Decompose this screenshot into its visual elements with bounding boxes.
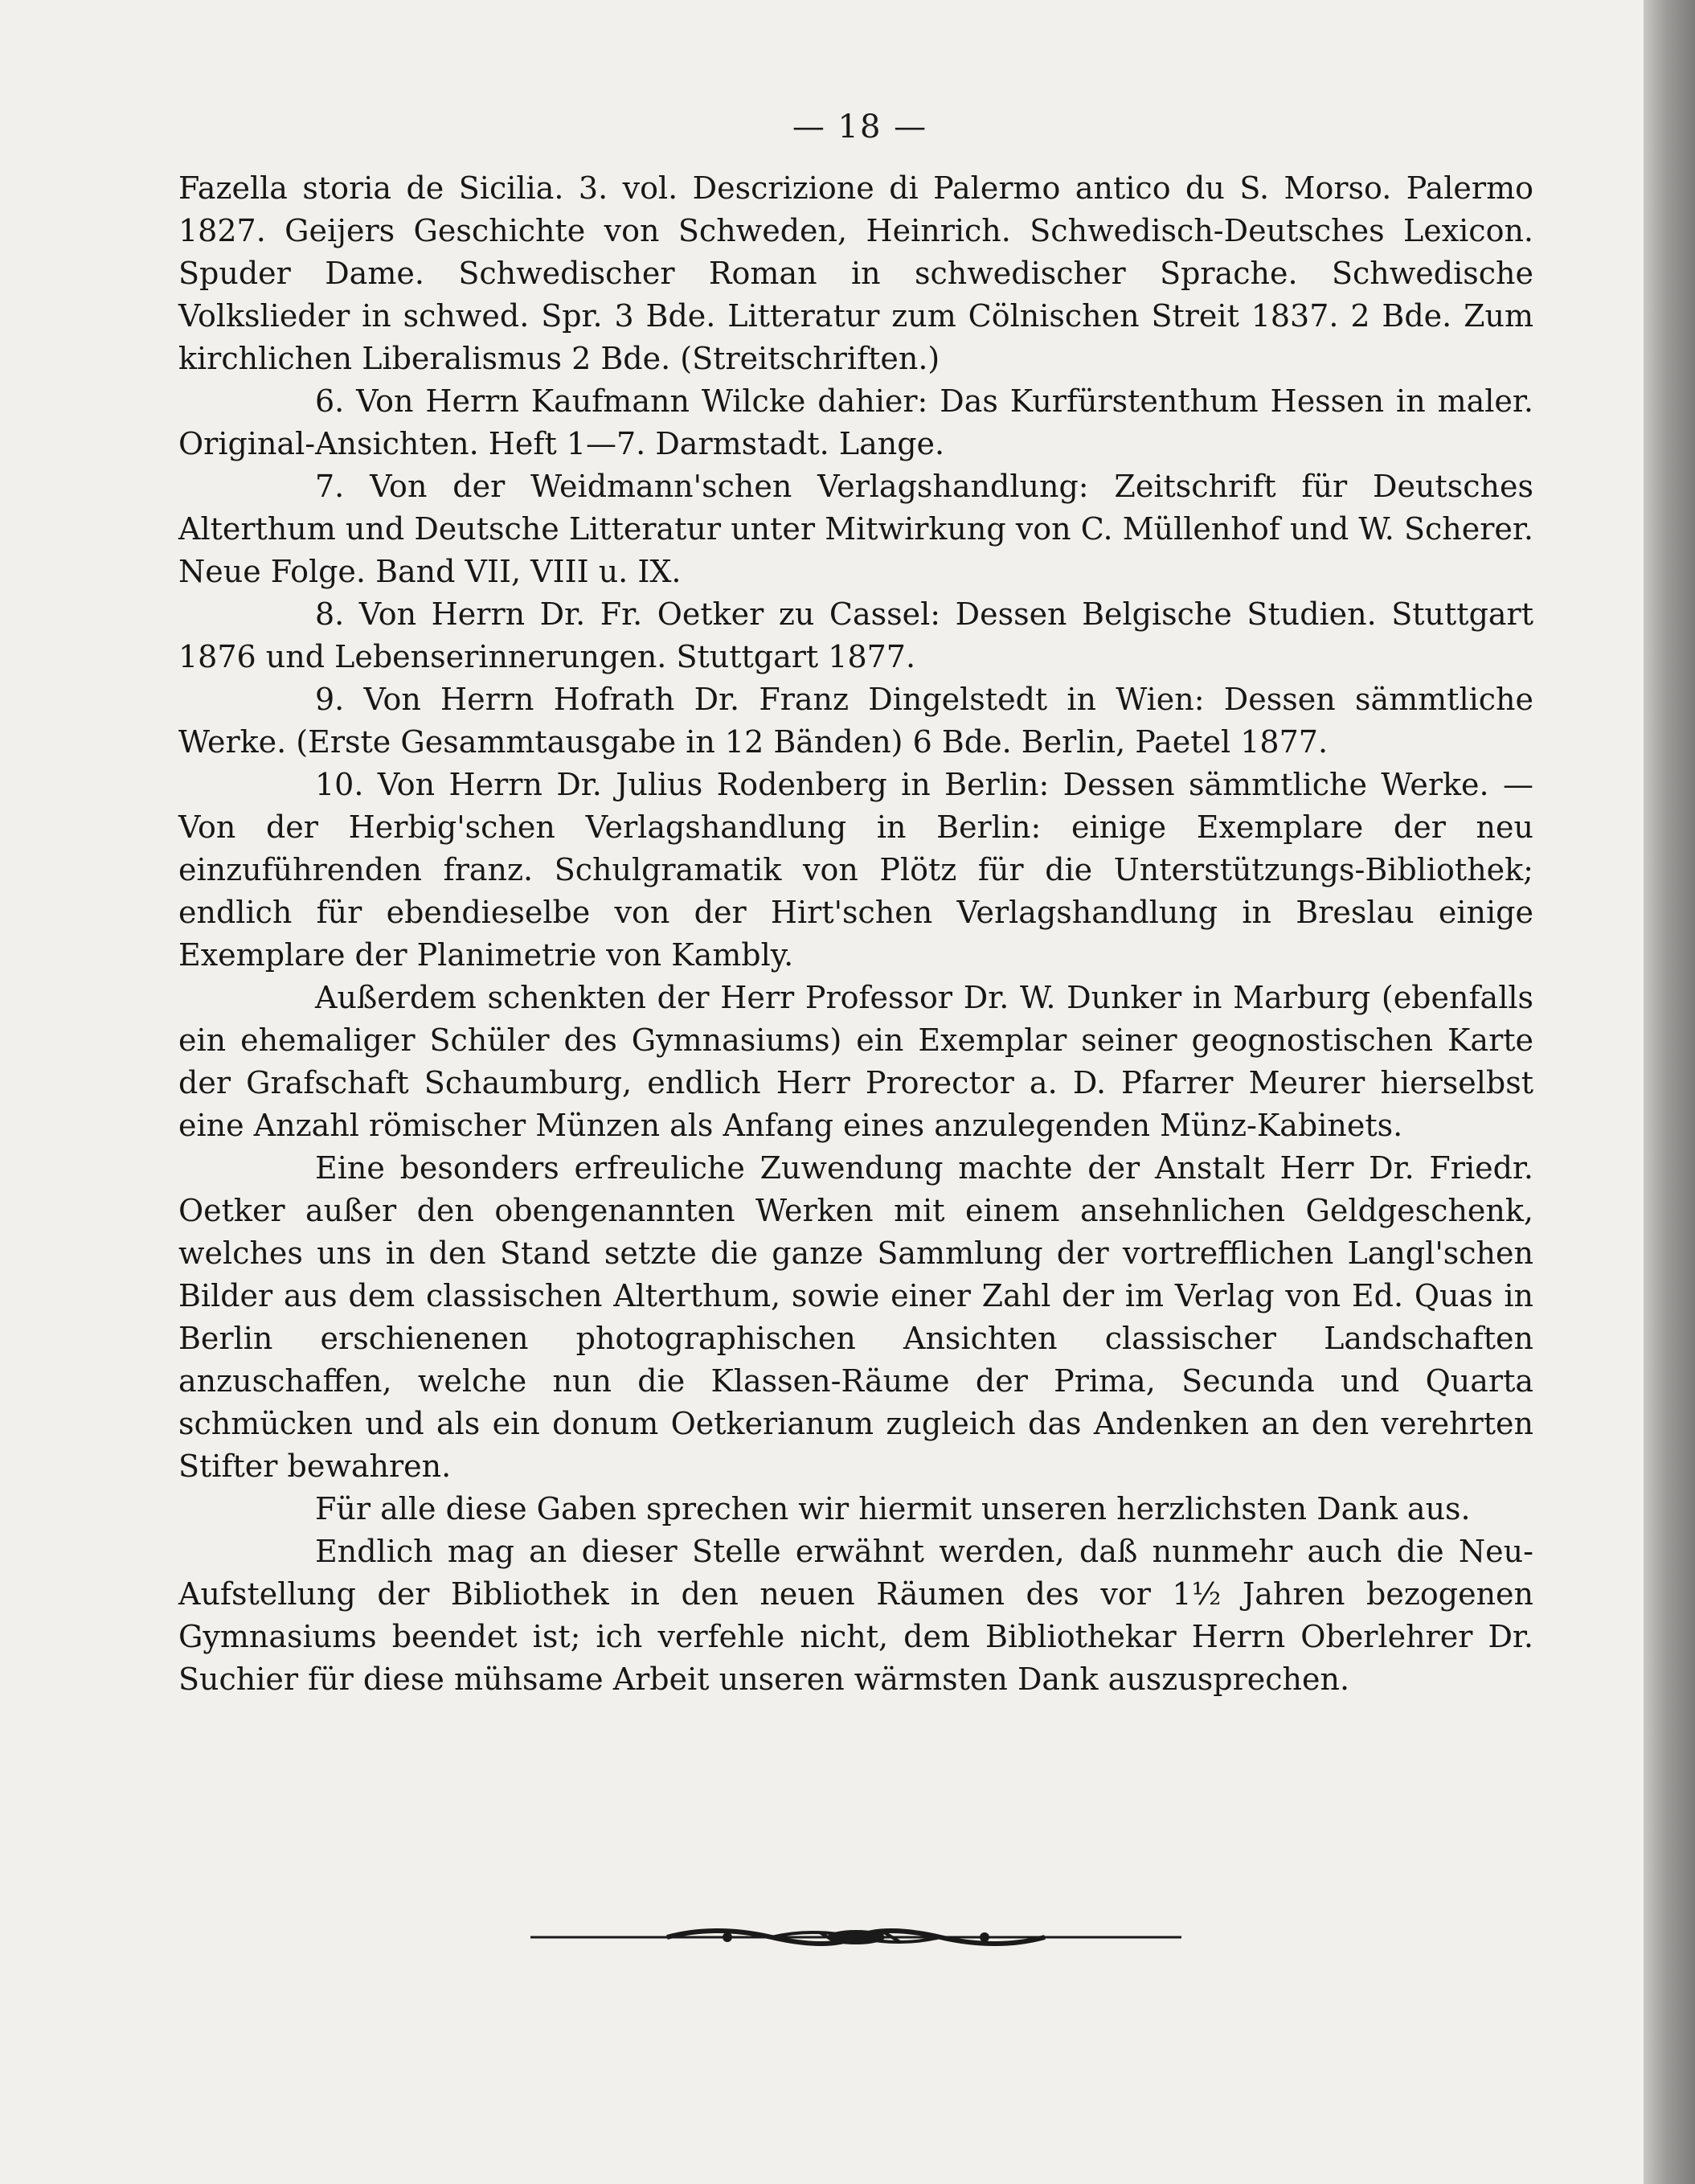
- paragraph-thanks: Für alle diese Gaben sprechen wir hiermit unseren herzlichsten Dank aus.: [315, 1491, 1471, 1526]
- paragraph-item-9: 9. Von Herrn Hofrath Dr. Franz Dingelstedt in Wien: Dessen sämmtliche Werke. (Erste Gesammtausgabe in 12 Bänden) 6 Bde. Berlin, Paetel 1877.: [178, 682, 1533, 760]
- page-number: — 18 —: [792, 109, 928, 145]
- paragraph-library: Endlich mag an dieser Stelle erwähnt werden, daß nunmehr auch die Neu-Aufstellung der Bibliothek in den neuen Räumen des vor 1½ Jahren bezogenen Gymnasiums beendet ist; ich verfehle nicht, dem Bibliothekar Herrn Oberlehrer Dr. Suchier für diese mühsame Arbeit unseren wärmsten Dank auszusprechen.: [178, 1534, 1533, 1697]
- paragraph-item-10: 10. Von Herrn Dr. Julius Rodenberg in Berlin: Dessen sämmtliche Werke. — Von der Herbig'schen Verlagshandlung in Berlin: einige Exemplare der neu einzuführenden franz. Schulgramatik von Plötz für die Unterstützungs-Bibliothek; endlich für ebendieselbe von der Hirt'schen Verlagshandlung in Breslau einige Exemplare der Planimetrie von Kambly.: [178, 767, 1533, 973]
- paragraph-item-7: 7. Von der Weidmann'schen Verlagshandlung: Zeitschrift für Deutsches Alterthum und Deutsche Litteratur unter Mitwirkung von C. Müllenhof und W. Scherer. Neue Folge. Band VII, VIII u. IX.: [178, 469, 1533, 589]
- paragraph-book-list: Fazella storia de Sicilia. 3. vol. Descrizione di Palermo antico du S. Morso. Palermo 1827. Geijers Geschichte von Schweden, Heinrich. Schwedisch-Deutsches Lexicon. Spuder Dame. Schwedischer Roman in schwedischer Sprache. Schwedische Volkslieder in schwed. Spr. 3 Bde. Litteratur zum Cölnischen Streit 1837. 2 Bde. Zum kirchlichen Liberalismus 2 Bde. (Streitschriften.): [178, 170, 1533, 376]
- paragraph-item-6: 6. Von Herrn Kaufmann Wilcke dahier: Das Kurfürstenthum Hessen in maler. Original-Ansichten. Heft 1—7. Darmstadt. Lange.: [178, 383, 1533, 461]
- paragraph-oetker-gift: Eine besonders erfreuliche Zuwendung machte der Anstalt Herr Dr. Friedr. Oetker außer den obengenannten Werken mit einem ansehnlichen Geldgeschenk, welches uns in den Stand setzte die ganze Sammlung der vortrefflichen Langl'schen Bilder aus dem classischen Alterthum, sowie einer Zahl der im Verlag von Ed. Quas in Berlin erschienenen photographischen Ansichten classischer Landschaften anzuschaffen, welche nun die Klassen-Räume der Prima, Secunda und Quarta schmücken und als ein donum Oetkerianum zugleich das Andenken an den verehrten Stifter bewahren.: [178, 1150, 1533, 1484]
- body-text: [178, 167, 1533, 1701]
- paragraph-item-8: 8. Von Herrn Dr. Fr. Oetker zu Cassel: Dessen Belgische Studien. Stuttgart 1876 und Lebenserinnerungen. Stuttgart 1877.: [178, 596, 1533, 674]
- decorative-rule-icon: [530, 1921, 1181, 1953]
- page-edge-shadow: [1644, 0, 1695, 2184]
- paragraph-donations: Außerdem schenkten der Herr Professor Dr. W. Dunker in Marburg (ebenfalls ein ehemaliger Schüler des Gymnasiums) ein Exemplar seiner geognostischen Karte der Grafschaft Schaumburg, endlich Herr Prorector a. D. Pfarrer Meurer hierselbst eine Anzahl römischer Münzen als Anfang eines anzulegenden Münz-Kabinets.: [178, 980, 1533, 1143]
